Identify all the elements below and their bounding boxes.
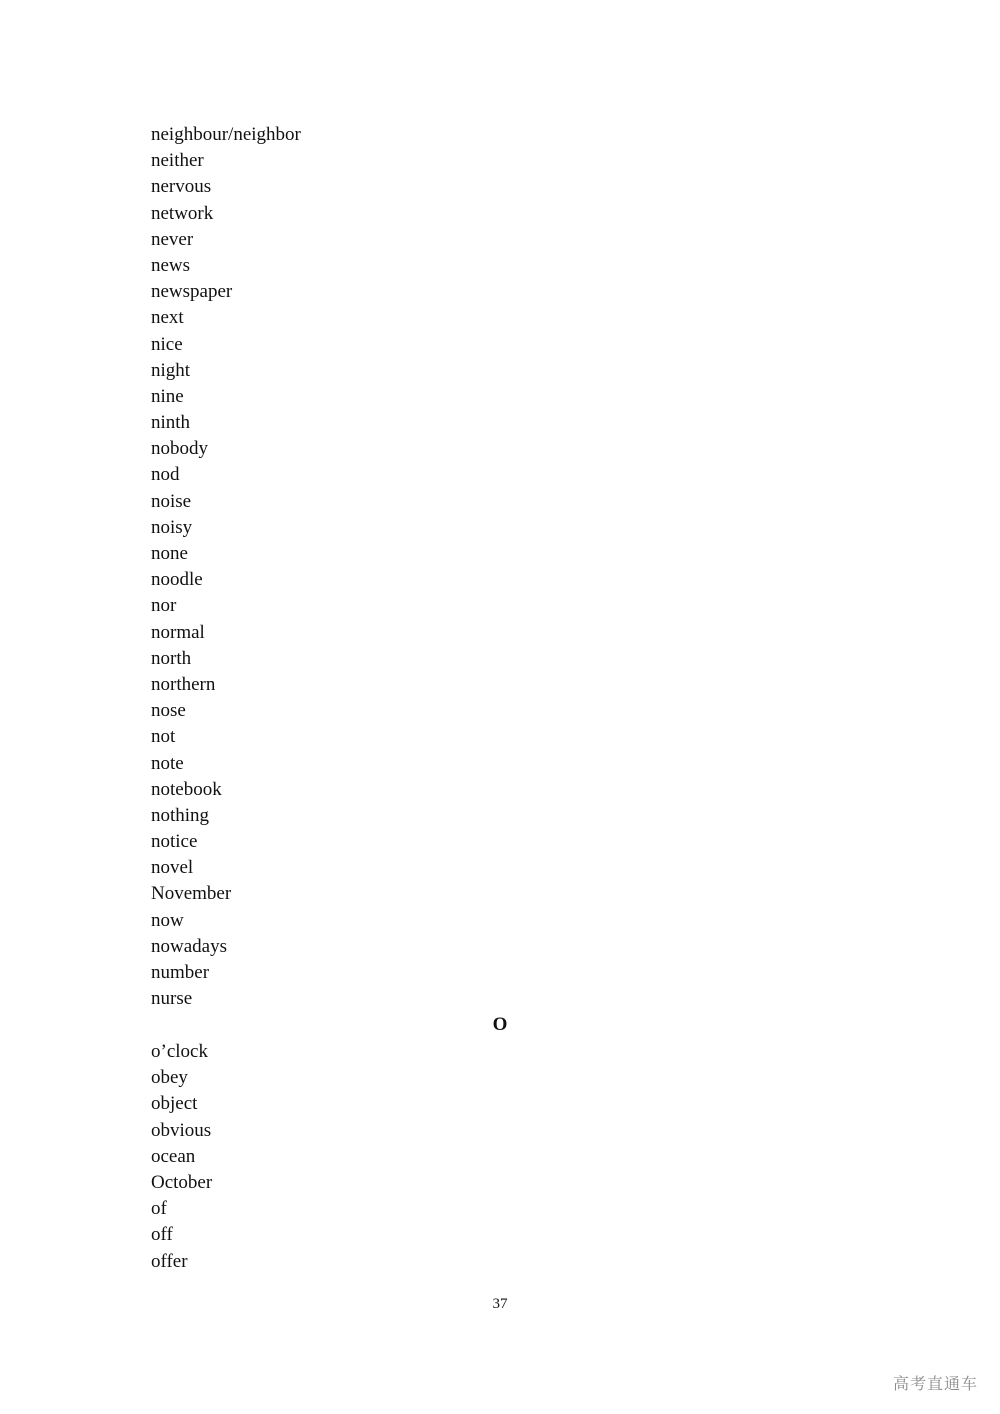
word-entry: nose <box>151 700 186 722</box>
word-entry: newspaper <box>151 281 233 303</box>
word-entry: nervous <box>151 176 212 198</box>
word-entry: notebook <box>151 778 222 800</box>
word-entry: nine <box>151 385 184 407</box>
word-entry: of <box>151 1198 167 1220</box>
word-entry: next <box>151 307 184 329</box>
word-entry: nowadays <box>151 935 227 957</box>
section-letter-o: O <box>492 1014 508 1035</box>
word-entry: offer <box>151 1250 188 1272</box>
word-entry: none <box>151 543 188 564</box>
word-entry: nobody <box>151 438 208 460</box>
word-entry: night <box>151 359 191 381</box>
word-entry: number <box>151 962 210 983</box>
watermark-text: 高考直通车 <box>892 1374 978 1393</box>
word-entry: network <box>151 202 214 224</box>
word-entry: nice <box>151 333 183 355</box>
word-entry: novel <box>151 857 194 879</box>
word-entry: northern <box>151 673 216 695</box>
word-list-o <box>151 1039 851 1275</box>
word-entry: notice <box>151 831 198 853</box>
word-entry: off <box>151 1224 173 1246</box>
word-entry: neighbour/neighbor <box>151 124 301 145</box>
word-list-n <box>151 122 851 1012</box>
word-entry: object <box>151 1093 198 1115</box>
word-entry: noodle <box>151 569 203 591</box>
word-entry: obvious <box>151 1119 212 1141</box>
word-entry: note <box>151 752 184 774</box>
word-entry: never <box>151 228 194 250</box>
word-entry: normal <box>151 621 205 643</box>
word-entry: October <box>151 1171 213 1193</box>
word-entry: not <box>151 726 176 748</box>
word-entry: neither <box>151 150 204 172</box>
word-entry: o’clock <box>151 1041 208 1062</box>
word-entry: ocean <box>151 1145 196 1167</box>
word-entry: nothing <box>151 804 210 826</box>
word-entry: noisy <box>151 516 193 538</box>
word-entry: north <box>151 647 192 669</box>
word-entry: November <box>151 883 232 905</box>
word-entry: news <box>151 254 191 276</box>
word-entry: obey <box>151 1067 188 1089</box>
page-number: 37 <box>492 1296 508 1312</box>
word-entry: nor <box>151 595 177 617</box>
word-entry: noise <box>151 490 192 512</box>
word-entry: now <box>151 909 184 931</box>
word-entry: nod <box>151 464 180 486</box>
word-entry: nurse <box>151 988 193 1010</box>
word-entry: ninth <box>151 412 191 434</box>
